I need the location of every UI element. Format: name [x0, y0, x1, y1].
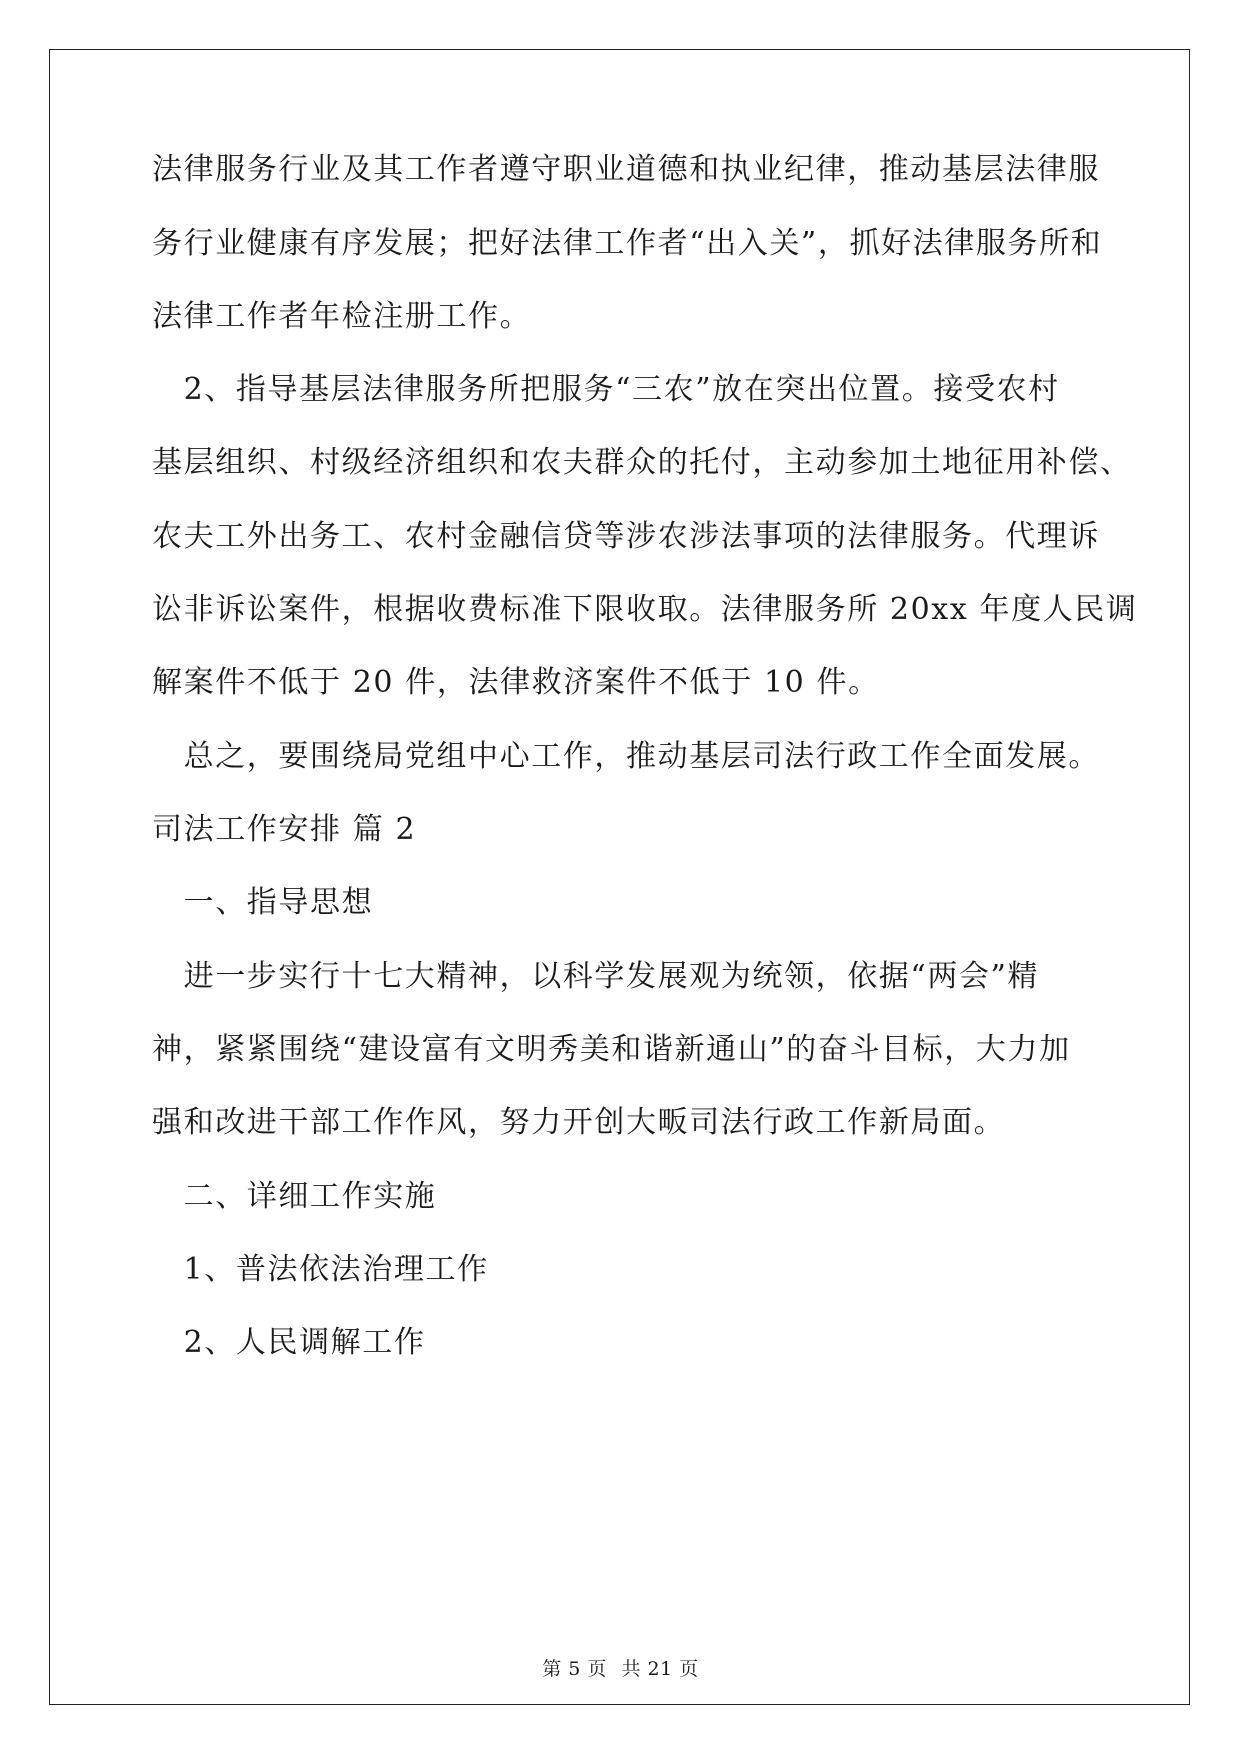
- text-line: 2、指导基层法律服务所把服务“三农”放在突出位置。接受农村: [152, 372, 1060, 407]
- page-total: 共 21 页: [621, 1658, 699, 1680]
- text-line: 神，紧紧围绕“建设富有文明秀美和谐新通山”的奋斗目标，大力加: [152, 1032, 1071, 1067]
- text-line: 1、普法依法治理工作: [152, 1252, 489, 1287]
- text-line: 法律工作者年检注册工作。: [152, 299, 532, 334]
- text-line: 讼非诉讼案件，根据收费标准下限收取。法律服务所 20xx 年度人民调: [152, 592, 1138, 627]
- section-heading: 司法工作安排 篇 2: [152, 812, 417, 847]
- text-line: 强和改进干部工作作风，努力开创大畈司法行政工作新局面。: [152, 1105, 1006, 1140]
- text-line: 二、详细工作实施: [152, 1179, 437, 1214]
- page-footer: [0, 1656, 1241, 1682]
- text-line: 解案件不低于 20 件，法律救济案件不低于 10 件。: [152, 665, 880, 700]
- text-line: 务行业健康有序发展；把好法律工作者“出入关”，抓好法律服务所和: [152, 226, 1103, 261]
- page-number: 第 5 页: [542, 1658, 607, 1680]
- text-line: 进一步实行十七大精神，以科学发展观为统领，依据“两会”精: [152, 959, 1040, 994]
- text-line: 法律服务行业及其工作者遵守职业道德和执业纪律，推动基层法律服: [152, 152, 1100, 187]
- text-line: 基层组织、村级经济组织和农夫群众的托付，主动参加土地征用补偿、: [152, 445, 1132, 480]
- text-line: 2、人民调解工作: [152, 1325, 426, 1360]
- text-line: 总之，要围绕局党组中心工作，推动基层司法行政工作全面发展。: [152, 739, 1100, 774]
- text-line: 农夫工外出务工、农村金融信贷等涉农涉法事项的法律服务。代理诉: [152, 519, 1100, 554]
- text-line: 一、指导思想: [152, 885, 374, 920]
